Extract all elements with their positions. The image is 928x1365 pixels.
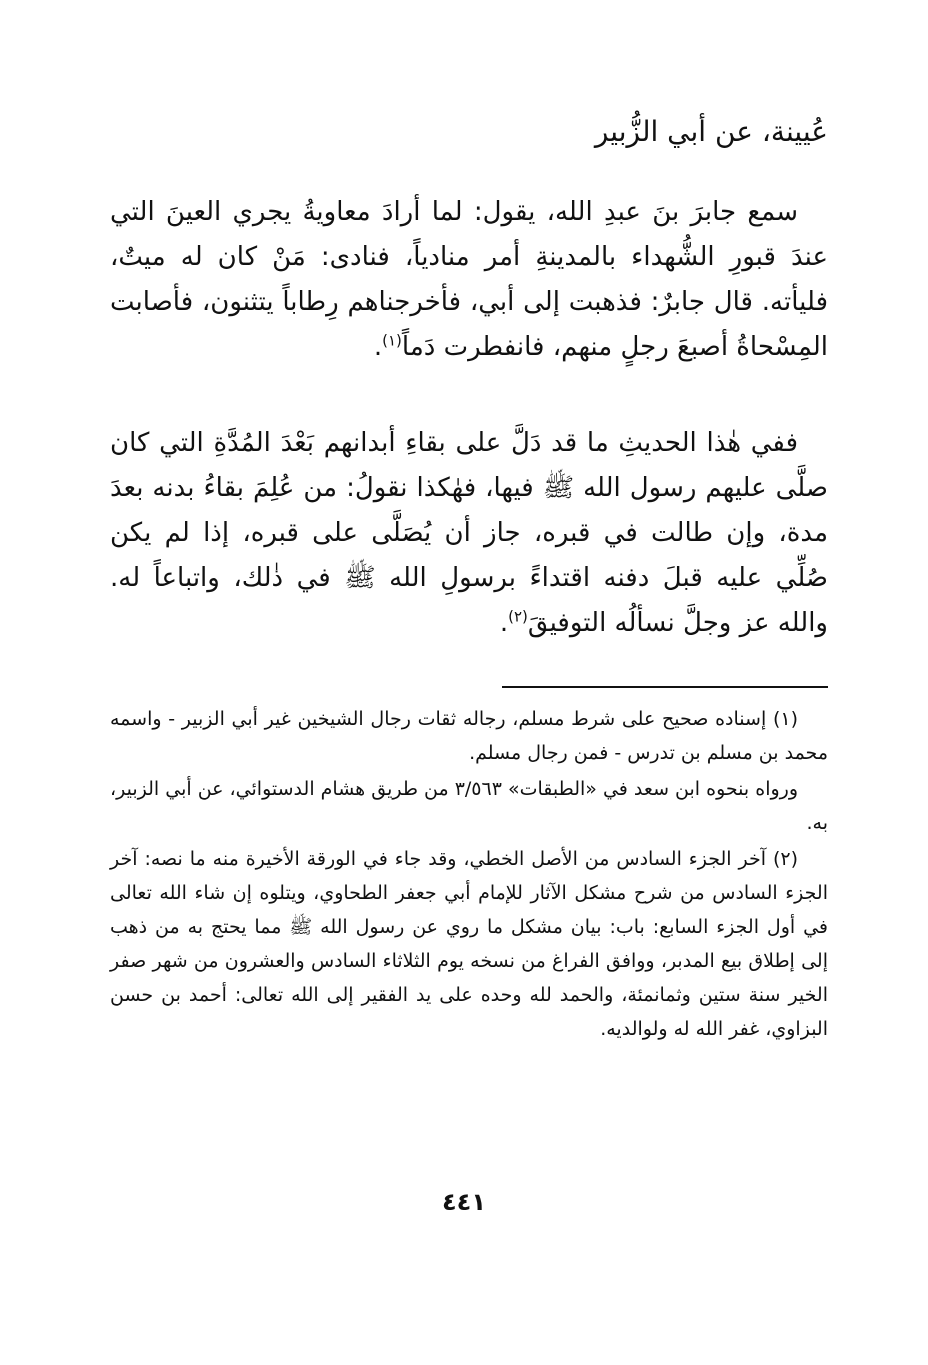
footnotes bbox=[110, 702, 828, 1048]
paragraph-1 bbox=[110, 190, 828, 370]
paragraph-2 bbox=[110, 421, 828, 646]
paragraph-2-body bbox=[110, 421, 828, 646]
paragraph-1-body bbox=[110, 190, 828, 370]
paragraph-1-text: سمع جابرَ بنَ عبدِ الله، يقول: لما أرادَ معاويةُ يجري العينَ التي عندَ قبورِ الشُّهداء بالمدينةِ أمر منادياً، فنادى: مَنْ كان له ميتٌ، فليأته. قال جابرٌ: فذهبت إلى أبي، فأخرجناهم رِطاباً يتثنون، فأصابت المِسْحاةُ أصبعَ رجلٍ منهم، فانفطرت دَماً bbox=[110, 197, 828, 362]
paragraph-2-end: . bbox=[499, 608, 509, 638]
paragraph-2-text: ففي هٰذا الحديثِ ما قد دَلَّ على بقاءِ أبدانهم بَعْدَ المُدَّةِ التي كان صلَّى عليهم رسول الله ﷺ فيها، فهٰكذا نقولُ: من عُلِمَ بقاءُ بدنه بعدَ مدة، وإن طالت في قبره، جاز أن يُصَلَّى على قبره، إذا لم يكن صُلِّي عليه قبلَ دفنه اقتداءً برسولِ الله ﷺ في ذٰلك، واتباعاً له. والله عز وجلَّ نسألُه التوفيقَ bbox=[110, 428, 828, 638]
page-number: ٤٤١ bbox=[442, 1188, 486, 1216]
footnote-2: (٢) آخر الجزء السادس من الأصل الخطي، وقد جاء في الورقة الأخيرة منه ما نصه: آخر الجزء السادس من شرح مشكل الآثار للإمام أبي جعفر الطحاوي، ويتلوه إن شاء الله تعالى في أول الجزء السابع: باب: بيان مشكل ما روي عن رسول الله ﷺ مما يحتج به من ذهب إلى إطلاق بيع المدبر، ووافق الفراغ من نسخه يوم الثلاثاء السادس والعشرون من شهر صفر الخير سنة ستين وثمانمئة، والحمد لله وحده على يد الفقير إلى الله تعالى: أحمد بن حسن البزاوي، غفر الله له ولوالديه. bbox=[110, 848, 828, 1040]
footnote-1-continuation: ورواه بنحوه ابن سعد في «الطبقات» ٣/٥٦٣ من طريق هشام الدستوائي، عن أبي الزبير، به. bbox=[110, 778, 828, 834]
footnote-ref-2: (٢) bbox=[508, 607, 528, 626]
footnote-divider bbox=[502, 686, 828, 688]
paragraph-1-end: . bbox=[373, 332, 383, 362]
continuation-line: عُيينة، عن أبي الزُّبير bbox=[594, 115, 828, 148]
footnote-ref-1: (١) bbox=[382, 331, 402, 350]
footnote-1: (١) إسناده صحيح على شرط مسلم، رجاله ثقات رجال الشيخين غير أبي الزبير - واسمه محمد بن مسلم بن تدرس - فمن رجال مسلم. bbox=[110, 708, 828, 764]
